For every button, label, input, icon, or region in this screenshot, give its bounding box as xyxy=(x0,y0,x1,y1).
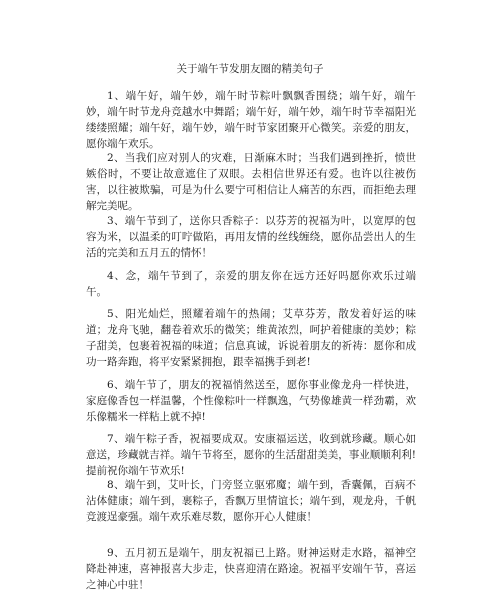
paragraph-8: 8、端午到，艾叶长，门旁竖立驱邪魔；端午到，香囊佩，百病不沾体健康；端午到，裹粽子，香飘万里情谊长；端午到，观龙舟，千帆竞渡逞豪强。端午欢乐难尽数，愿你开心人健康！ xyxy=(86,479,416,523)
paragraph-6: 6、端午节了，朋友的祝福悄然送至，愿你事业像龙舟一样快进，家庭像香包一样温馨，个性像粽叶一样飘逸，气势像雄黄一样劲霸，欢乐像糯米一样粘上就不掉! xyxy=(86,379,416,423)
paragraph-3: 3、端午节到了，送你只香粽子：以芬芳的祝福为叶，以宽厚的包容为米，以温柔的叮咛做陷，再用友情的丝线缠绕，愿你品尝出人的生活的完美和五月五的情怀！ xyxy=(86,215,416,259)
paragraph-4: 4、念，端午节到了，亲爱的朋友你在远方还好吗愿你欢乐过端午。 xyxy=(86,270,416,298)
paragraph-1: 1、端午好，端午妙，端午时节粽叶飘飘香围绕；端午好，端午妙，端午时节龙舟竞越水中舞蹈；端午好，端午妙，端午时节幸福阳光缕缕照耀；端午好，端午妙，端午时节家团聚开心微笑。亲爱的朋友，愿你端午欢乐。 xyxy=(86,90,416,150)
paragraph-9: 9、五月初五是端午，朋友祝福已上路。财神运财走水路，福神空降赴神速，喜神报喜大步走，快喜迎清在路途。祝福平安端午节，喜运之神心中驻！ xyxy=(86,547,416,591)
paragraph-2: 2、当我们应对别人的灾难，日渐麻木时；当我们遇到挫折，愤世嫉俗时，不要让故意遮住了双眼。去相信世界还有爱。也许以往被伤害，以往被欺骗，可是为什么要宁可相信让人痛苦的东西，而拒绝去理解完美呢。 xyxy=(86,152,416,212)
document-title: 关于端午节发朋友圈的精美句子 xyxy=(176,63,324,75)
paragraph-7: 7、端午粽子香，祝福要成双。安康福运送，收到就珍藏。顺心如意送，珍藏就吉祥。端午节将至，愿你的生活甜甜美美，事业顺顺利利!提前祝你端午节欢乐! xyxy=(86,433,416,477)
paragraph-5: 5、阳光灿烂，照耀着端午的热闹；艾草芬芳，散发着好运的味道；龙舟飞驰，翻卷着欢乐的微笑；维黄浓烈，呵护着健康的美妙；粽子甜美，包裹着祝福的味道；信息真诚，诉说着朋友的祈祷：愿你和成功一路奔跑，将平安紧紧拥抱，跟幸福携手到老! xyxy=(86,308,416,368)
